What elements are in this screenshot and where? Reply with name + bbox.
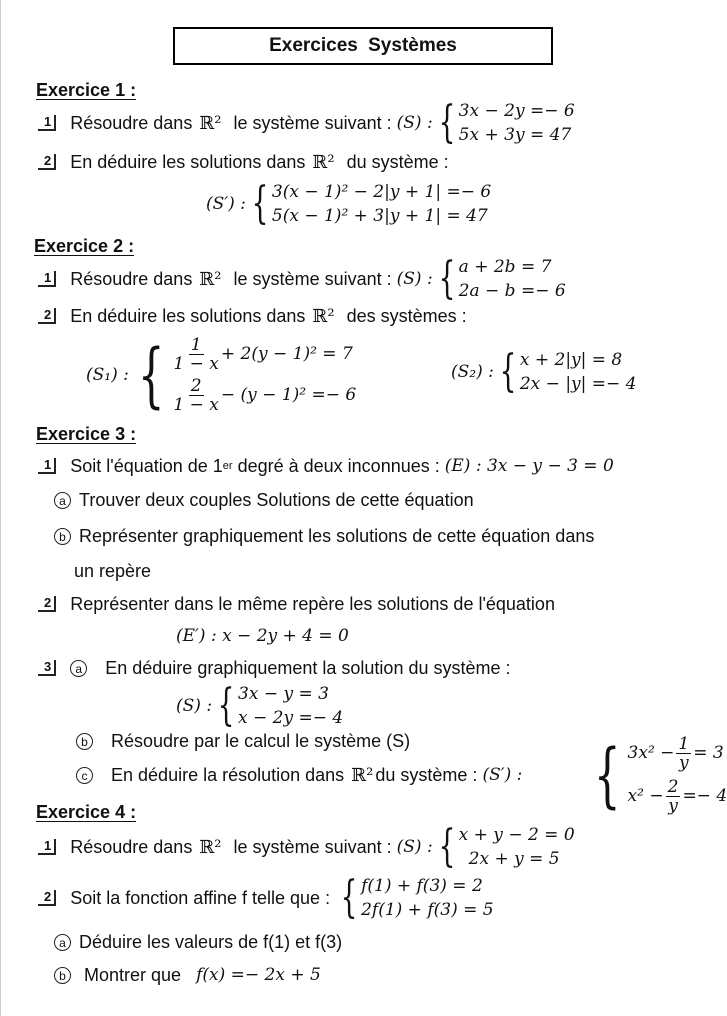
equation: 5x + 3y = 47	[458, 125, 572, 145]
real-set: ℝ²	[312, 151, 335, 173]
system	[397, 99, 575, 147]
circled-letter-icon: b	[76, 733, 93, 750]
numerator: 1	[190, 335, 202, 355]
ex4-q1	[38, 822, 575, 872]
ex3-q3-c	[76, 763, 522, 787]
brace-icon: {	[251, 178, 269, 229]
denominator: y	[679, 753, 689, 773]
question-text: Déduire les valeurs de f(1) et f(3)	[79, 931, 343, 952]
question-text: Trouver deux couples Solutions de cette équation	[79, 489, 474, 510]
circled-letter-icon: a	[54, 492, 71, 509]
number-badge: 1	[38, 839, 56, 855]
number-badge: 1	[38, 458, 56, 474]
equation: 3x − y = 3	[238, 684, 329, 704]
question-text: Soit l'équation de 1	[70, 455, 223, 476]
ex3-q3-a	[38, 656, 511, 680]
brace-icon: {	[438, 97, 456, 148]
equation: + 2(y − 1)² = 7	[220, 344, 353, 364]
question-text: un repère	[74, 560, 152, 581]
brace-icon: {	[137, 334, 165, 416]
equation: 2x − |y| =− 4	[519, 374, 637, 394]
question-text: Résoudre dans	[70, 268, 193, 289]
system-s	[176, 682, 343, 730]
brace-icon: {	[499, 346, 517, 397]
brace-icon: {	[438, 821, 456, 872]
circled-letter-icon: a	[70, 660, 87, 677]
real-set: ℝ²	[199, 268, 222, 290]
equation: f(1) + f(3) = 2	[361, 876, 483, 896]
exercise-2-heading: Exercice 2 :	[34, 236, 135, 256]
question-text: En déduire les solutions dans	[70, 305, 306, 326]
circled-letter-icon: c	[76, 767, 93, 784]
equation: 2f(1) + f(3) = 5	[361, 900, 494, 920]
circled-letter-icon: b	[54, 967, 71, 984]
question-text: Résoudre dans	[70, 112, 193, 133]
equation: 3x − 2y =− 6	[458, 101, 575, 121]
question-text: degré à deux inconnues :	[237, 455, 440, 476]
ex3-q1	[38, 454, 614, 478]
ex4-q2-a	[54, 930, 342, 954]
denominator: 1 − x	[173, 354, 219, 374]
system-s2	[451, 348, 637, 396]
ex1-q1	[38, 98, 575, 148]
brace-icon: {	[340, 872, 358, 923]
number-badge: 2	[38, 154, 56, 170]
number-badge: 3	[38, 660, 56, 676]
question-text: En déduire graphiquement la solution du système :	[105, 657, 511, 678]
question-text: Résoudre par le calcul le système (S)	[111, 730, 411, 751]
system-label: (S) :	[396, 837, 433, 857]
page-title: Exercices Systèmes	[173, 27, 553, 65]
brace-icon: {	[438, 253, 456, 304]
real-set: ℝ²	[199, 836, 222, 858]
question-text: En déduire la résolution dans	[111, 764, 345, 785]
number-badge: 2	[38, 308, 56, 324]
system-label: (S₁) :	[86, 365, 129, 385]
real-set: ℝ²	[351, 764, 374, 786]
brace-icon: {	[593, 734, 621, 816]
numerator: 2	[667, 777, 679, 797]
question-text: le système suivant :	[233, 112, 392, 133]
ex4-q2-b	[54, 963, 321, 987]
numerator: 1	[678, 734, 690, 754]
question-text: Montrer que	[84, 964, 182, 985]
system-label: (S) :	[396, 269, 433, 289]
ex3-q1-b	[54, 524, 594, 548]
system-label: (S₂) :	[451, 362, 494, 382]
equation: − (y − 1)² =− 6	[220, 385, 357, 405]
equation: 3(x − 1)² − 2|y + 1| =− 6	[271, 182, 492, 202]
number-badge: 1	[38, 271, 56, 287]
ex4-q2	[38, 873, 494, 923]
question-text: En déduire les solutions dans	[70, 151, 306, 172]
real-set: ℝ²	[312, 305, 335, 327]
system-label: (S) :	[396, 113, 433, 133]
system-label: (S) :	[176, 696, 213, 716]
equation: 2x + y = 5	[468, 849, 560, 869]
denominator: 1 − x	[173, 395, 219, 415]
equation: (E) : 3x − y − 3 = 0	[444, 456, 614, 476]
numerator: 2	[190, 376, 202, 396]
number-badge: 1	[38, 115, 56, 131]
circled-letter-icon: a	[54, 934, 71, 951]
ex3-q3-b	[76, 729, 410, 753]
ex2-q1	[38, 254, 566, 304]
equation: x² −	[627, 786, 664, 806]
equation: 3x² −	[627, 743, 675, 763]
system-label: (S′) :	[482, 765, 523, 785]
ex1-q2	[38, 150, 449, 174]
equation: x − 2y =− 4	[238, 708, 344, 728]
brace-icon: {	[217, 680, 235, 731]
question-text: du système :	[346, 151, 449, 172]
number-badge: 2	[38, 596, 56, 612]
ex2-q2	[38, 304, 467, 328]
system-s1	[86, 335, 356, 415]
real-set: ℝ²	[199, 112, 222, 134]
equation: 5(x − 1)² + 3|y + 1| = 47	[271, 206, 488, 226]
exercise-4-heading: Exercice 4 :	[36, 802, 137, 822]
ex3-q1-a	[54, 488, 474, 512]
equation: 2a − b =− 6	[458, 281, 566, 301]
ex3-q2	[38, 592, 555, 616]
system-label: (S′) :	[206, 194, 246, 214]
equation: x + y − 2 = 0	[458, 825, 575, 845]
denominator: y	[668, 796, 678, 816]
question-text: le système suivant :	[233, 268, 392, 289]
equation: x + 2|y| = 8	[519, 350, 623, 370]
question-text: le système suivant :	[233, 836, 392, 857]
circled-letter-icon: b	[54, 528, 71, 545]
exercise-3-heading: Exercice 3 :	[36, 424, 137, 444]
equation: = 3	[693, 743, 724, 763]
number-badge: 2	[38, 890, 56, 906]
question-text: des systèmes :	[346, 305, 467, 326]
exercise-1-heading: Exercice 1 :	[36, 80, 137, 100]
question-text: Représenter dans le même repère les solutions de l'équation	[70, 593, 555, 614]
question-text: du système :	[375, 764, 478, 785]
system-s-prime	[585, 730, 727, 820]
equation: =− 4	[682, 786, 727, 806]
equation: f(x) =− 2x + 5	[196, 965, 321, 985]
equation: (E′) : x − 2y + 4 = 0	[176, 626, 349, 646]
question-text: Résoudre dans	[70, 836, 193, 857]
equation: a + 2b = 7	[458, 257, 552, 277]
superscript: er	[222, 460, 233, 472]
question-text: Représenter graphiquement les solutions de cette équation dans	[79, 525, 595, 546]
ex1-system-s-prime	[206, 180, 491, 228]
question-text: Soit la fonction affine f telle que :	[70, 887, 331, 908]
